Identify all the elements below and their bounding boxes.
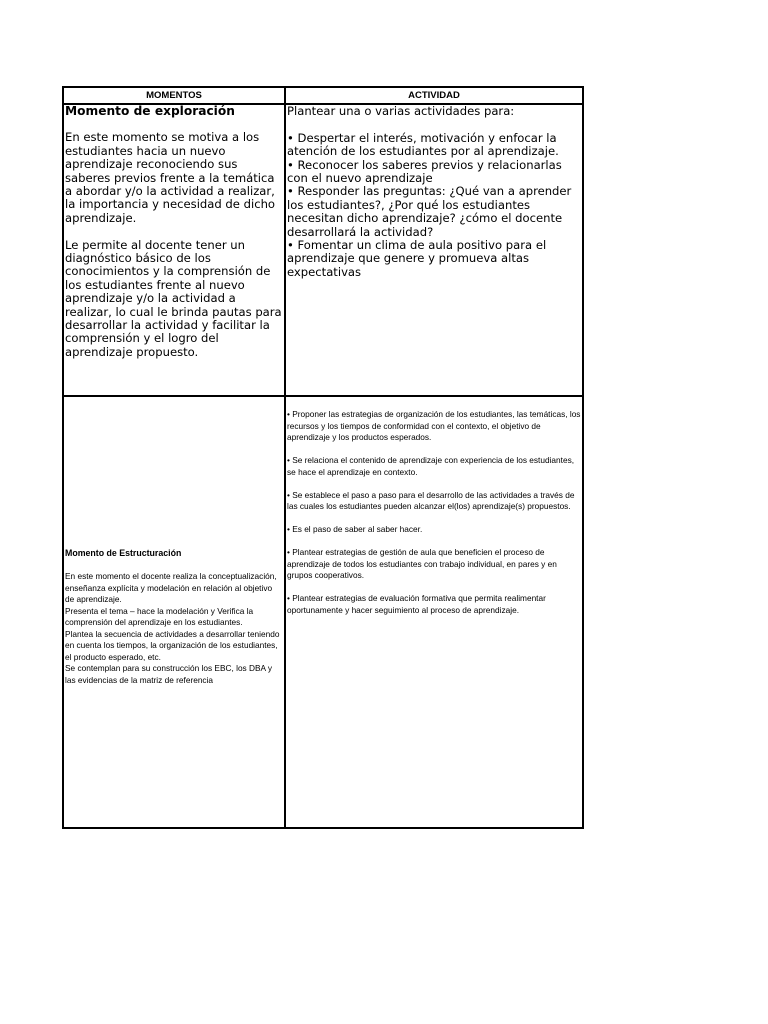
cell-exploracion-activity [285, 104, 583, 396]
exploracion-bullet-4: • Fomentar un clima de aula positivo para el aprendizaje que genere y promueva altas expectativas [287, 238, 547, 279]
exploracion-bullet-2: • Reconocer los saberes previos y relacionarlas con el nuevo aprendizaje [287, 157, 562, 186]
cell-estructuracion-moment [63, 396, 285, 828]
estructuracion-paragraph-1: En este momento el docente realiza la conceptualización, enseñanza explícita y modelación en relación al objetivo de aprendizaje. [65, 571, 277, 605]
header-momentos: MOMENTOS [63, 87, 285, 104]
exploracion-paragraph-1: En este momento se motiva a los estudiantes hacia un nuevo aprendizaje reconociendo sus saberes previos frente a la temática a abordar y/o la actividad a realizar, la importancia y necesidad de dicho aprendizaje. [65, 130, 276, 225]
estructuracion-bullet-4: • Es el paso de saber al saber hacer. [287, 524, 423, 534]
moments-table [62, 86, 584, 829]
estructuracion-line-2: Presenta el tema – hace la modelación y Verifica la comprensión del aprendizaje en los estudiantes. [65, 605, 254, 628]
cell-exploracion-moment [63, 104, 285, 396]
table-row-exploracion [63, 104, 583, 396]
exploracion-bullet-1: • Despertar el interés, motivación y enfocar la atención de los estudiantes por al aprendizaje. [287, 130, 559, 159]
cell-estructuracion-activity [285, 396, 583, 828]
estructuracion-bullet-3: • Se establece el paso a paso para el desarrollo de las actividades a través de las cuales los estudiantes pueden alcanzar el(los) aprendizaje(s) propuestos. [287, 489, 575, 511]
table-row-estructuracion [63, 396, 583, 828]
exploracion-paragraph-2: Le permite al docente tener un diagnóstico básico de los conocimientos y la comprensión de los estudiantes frente al nuevo aprendizaje y/o la actividad a realizar, lo cual le brinda pautas para desarrollar la actividad y facilitar la comprensión y el logro del aprendizaje propuesto. [65, 237, 282, 359]
estructuracion-bullet-6: • Plantear estrategias de evaluación formativa que permita realimentar oportunamente y hacer seguimiento al proceso de aprendizaje. [287, 593, 546, 615]
estructuracion-line-3: Plantea la secuencia de actividades a desarrollar teniendo en cuenta los tiempos, la organización de los estudiantes, el producto esperado, etc. [65, 628, 280, 662]
header-actividad: ACTIVIDAD [285, 87, 583, 104]
exploracion-activity-intro: Plantear una o varias actividades para: [287, 104, 515, 118]
estructuracion-bullet-2: • Se relaciona el contenido de aprendizaje con experiencia de los estudiantes, se hace el aprendizaje en contexto. [287, 455, 575, 477]
exploracion-bullet-3: • Responder las preguntas: ¿Qué van a aprender los estudiantes?, ¿Por qué los estudiantes necesitan dicho aprendizaje? ¿cómo el docente desarrollará la actividad? [287, 184, 572, 239]
estructuracion-line-4: Se contemplan para su construcción los EBC, los DBA y las evidencias de la matriz de referencia [65, 663, 273, 685]
estructuracion-bullet-1: • Proponer las estrategias de organización de los estudiantes, las temáticas, los recursos y los tiempos de conformidad con el contexto, el objetivo de aprendizaje y los productos esperados. [287, 409, 581, 442]
exploracion-title: Momento de exploración [65, 104, 235, 118]
estructuracion-bullet-5: • Plantear estrategias de gestión de aula que beneficien el proceso de aprendizaje de todos los estudiantes con trabajo individual, en pares y en grupos cooperativos. [287, 547, 557, 580]
estructuracion-title: Momento de Estructuración [65, 547, 182, 558]
